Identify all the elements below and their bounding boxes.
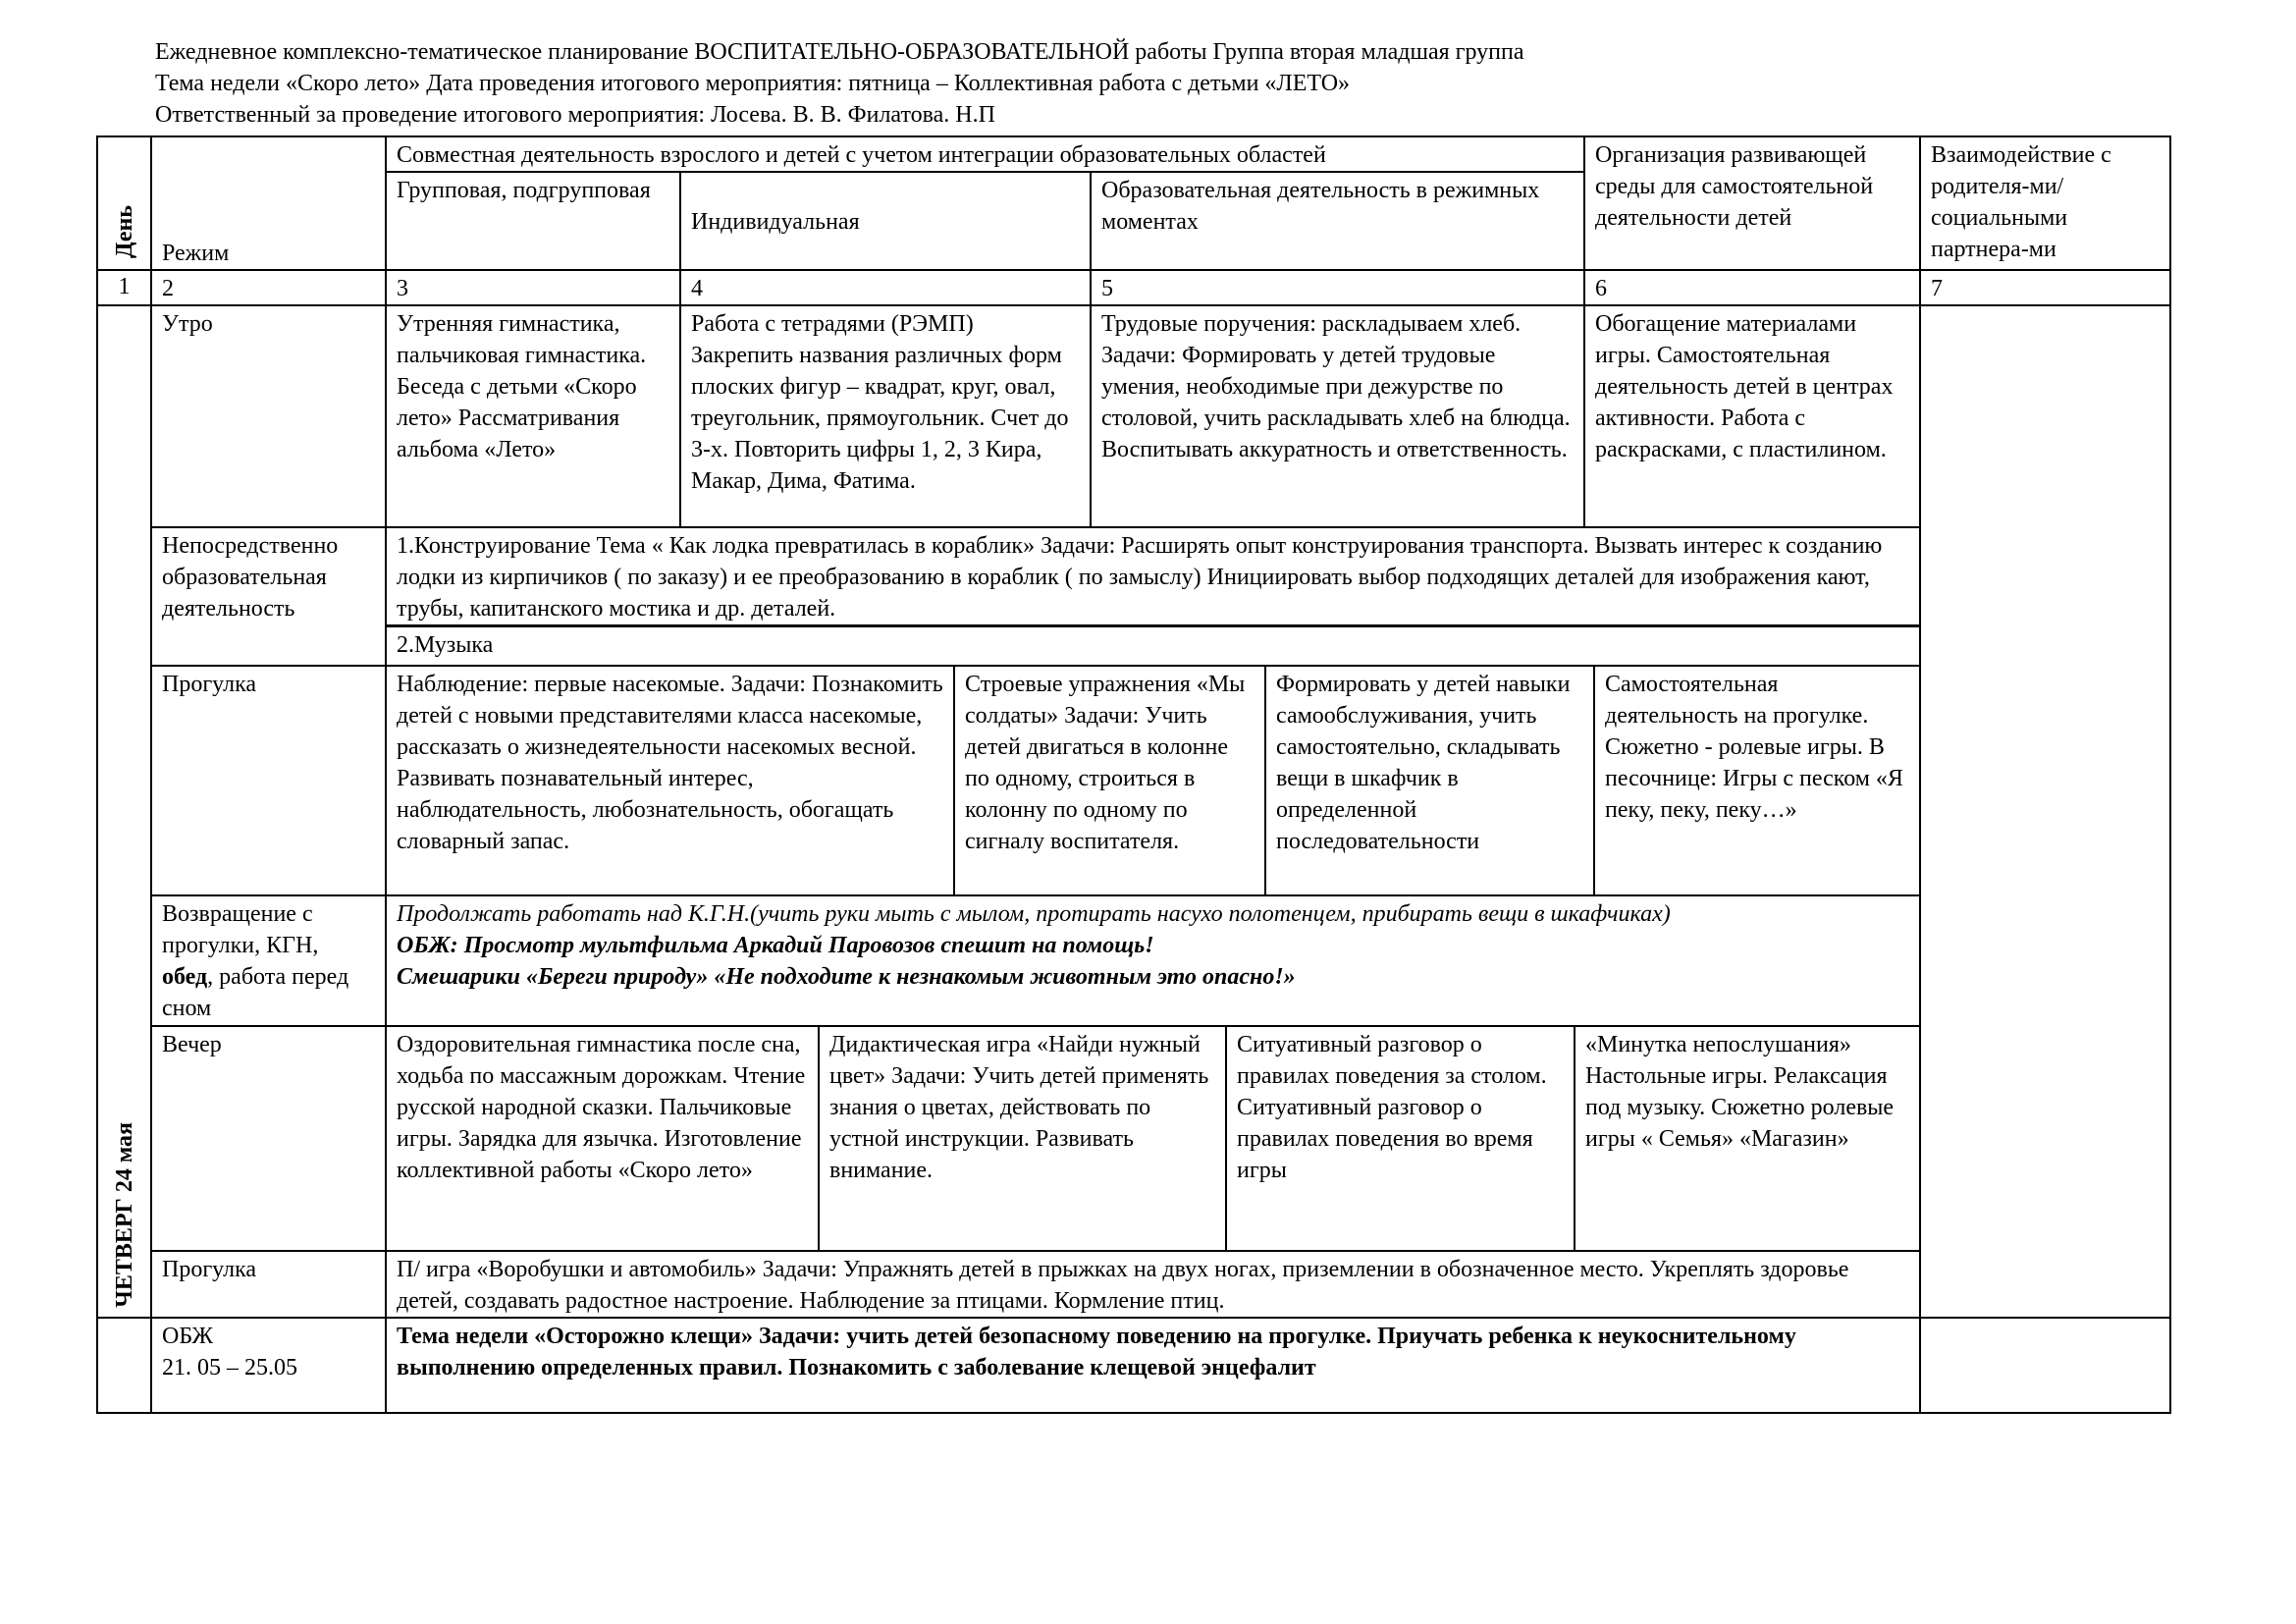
day-cell <box>97 305 151 1318</box>
obzh-label: ОБЖ <box>162 1323 214 1349</box>
doc-title-line: Ежедневное комплексно-тематическое планирование ВОСПИТАТЕЛЬНО-ОБРАЗОВАТЕЛЬНОЙ работы Группа вторая младшая группа <box>155 39 1524 65</box>
table-row-morning <box>97 305 2170 527</box>
table-row-nod <box>97 527 2170 626</box>
col-number: 5 <box>1091 270 1584 305</box>
table-row-walk <box>97 666 2170 895</box>
col-number: 7 <box>1920 270 2170 305</box>
col-day-header <box>97 136 151 270</box>
table-row-obzh <box>97 1318 2170 1413</box>
smeshariki-text: Смешарики «Береги природу» «Не подходите к незнакомым животным это опасно!» <box>397 963 1296 990</box>
obzh-dates: 21. 05 – 25.05 <box>162 1354 297 1380</box>
walk-independent: Самостоятельная деятельность на прогулке. Сюжетно - ролевые игры. В песочнице: Игры с песком «Я пеку, пеку, пеку…» <box>1594 667 1920 894</box>
responsible-line: Ответственный за проведение итогового мероприятия: Лосева. В. В. Филатова. Н.П <box>155 102 995 128</box>
mode-cell <box>151 895 386 1026</box>
environment-cell: Обогащение материалами игры. Самостоятельная деятельность детей в центрах активности. Работа с раскрасками, с пластилином. <box>1584 305 1920 527</box>
col-parents-header: Взаимодействие с родителя-ми/ социальными партнера-ми <box>1920 136 2170 270</box>
return-activities <box>386 895 1920 1026</box>
table-row-evening <box>97 1026 2170 1251</box>
walk-observation: Наблюдение: первые насекомые. Задачи: Познакомить детей с новыми представителями класса насекомые, рассказать о жизнедеятельности насекомых весной. Развивать познавательный интерес, наблюдательность, любознательность, обогащать словарный запас. <box>387 667 954 894</box>
evening-conversation: Ситуативный разговор о правилах поведения за столом. Ситуативный разговор о правилах поведения во время игры <box>1226 1027 1575 1250</box>
individual-cell: Работа с тетрадями (РЭМП) Закрепить названия различных форм плоских фигур – квадрат, круг, овал, треугольник, прямоугольник. Счет до 3-х. Повторить цифры 1, 2, 3 Кира, Макар, Дима, Фатима. <box>680 305 1091 527</box>
mode-cell <box>151 1318 386 1413</box>
col-individual-header: Индивидуальная <box>680 172 1091 270</box>
day-cell-empty <box>97 1318 151 1413</box>
nod-item-music: 2.Музыка <box>386 626 1920 666</box>
col-group-header: Групповая, подгрупповая <box>386 172 680 270</box>
col-educational-header: Образовательная деятельность в режимных моментах <box>1091 172 1584 270</box>
evening-games: «Минутка непослушания» Настольные игры. Релаксация под музыку. Сюжетно ролевые игры « Семья» «Магазин» <box>1575 1027 1920 1250</box>
mode-cell: Вечер <box>151 1026 386 1251</box>
mode-return-bold: обед <box>162 963 208 990</box>
educational-cell: Трудовые поручения: раскладываем хлеб. Задачи: Формировать у детей трудовые умения, необходимые при дежурстве по столовой, учить раскладывать хлеб на блюдца. Воспитывать аккуратность и ответственность. <box>1091 305 1584 527</box>
col-number: 4 <box>680 270 1091 305</box>
mode-cell: Прогулка <box>151 666 386 895</box>
col-joint-activity-header: Совместная деятельность взрослого и детей с учетом интеграции образовательных областей <box>386 136 1584 172</box>
nod-item-construction: 1.Конструирование Тема « Как лодка превратилась в кораблик» Задачи: Расширять опыт конструирования транспорта. Вызвать интерес к созданию лодки из кирпичиков ( по заказу) и ее преобразованию в кораблик ( по замыслу) Инициировать выбор подходящих деталей для изображения кают, трубы, капитанского мостика и др. деталей. <box>386 527 1920 626</box>
safety-cartoon-text: ОБЖ: Просмотр мультфильма Аркадий Паровозов спешит на помощь! <box>397 932 1154 958</box>
col-number: 3 <box>386 270 680 305</box>
col-number: 6 <box>1584 270 1920 305</box>
walk-evening-text: П/ игра «Воробушки и автомобиль» Задачи: Упражнять детей в прыжках на двух ногах, приземлении в обозначенное место. Укреплять здоровье детей, создавать радостное настроение. Наблюдение за птицами. Кормление птиц. <box>386 1251 1920 1318</box>
week-theme-line: Тема недели «Скоро лето» Дата проведения итогового мероприятия: пятница – Коллективная работа с детьми «ЛЕТО» <box>155 71 1351 96</box>
obzh-text: Тема недели «Осторожно клещи» Задачи: учить детей безопасному поведению на прогулке. Приучать ребенка к неукоснительному выполнению определенных правил. Познакомить с заболевание клещевой энцефалит <box>386 1318 1920 1413</box>
table-row-walk-evening <box>97 1251 2170 1318</box>
evening-didactic-game: Дидактическая игра «Найди нужный цвет» Задачи: Учить детей применять знания о цветах, действовать по устной инструкции. Развивать внимание. <box>819 1027 1226 1250</box>
evening-inner-table <box>387 1027 1920 1250</box>
table-row-nod-music <box>97 626 2170 666</box>
hygiene-text: Продолжать работать над К.Г.Н.(учить руки мыть с мылом, протирать насухо полотенцем, прибирать вещи в шкафчиках) <box>397 900 1671 927</box>
evening-activities <box>386 1026 1920 1251</box>
header-row <box>97 136 2170 172</box>
column-number-row <box>97 270 2170 305</box>
walk-drill: Строевые упражнения «Мы солдаты» Задачи: Учить детей двигаться в колонне по одному, строиться в колонну по одному по сигналу воспитателя. <box>954 667 1265 894</box>
col-number: 2 <box>151 270 386 305</box>
parents-cell-obzh <box>1920 1318 2170 1413</box>
mode-cell: Непосредственно образовательная деятельность <box>151 527 386 666</box>
planning-table <box>96 135 2171 1414</box>
table-row-return <box>97 895 2170 1026</box>
evening-gymnastics: Оздоровительная гимнастика после сна, ходьба по массажным дорожкам. Чтение русской народной сказки. Пальчиковые игры. Зарядка для язычка. Изготовление коллективной работы «Скоро лето» <box>387 1027 819 1250</box>
mode-return-part1: Возвращение с прогулки, КГН, <box>162 900 319 958</box>
group-cell: Утренняя гимнастика, пальчиковая гимнастика. Беседа с детьми «Скоро лето» Рассматривания альбома «Лето» <box>386 305 680 527</box>
parents-cell <box>1920 305 2170 1318</box>
mode-return-part2: , работа перед сном <box>162 963 349 1021</box>
col-mode-header: Режим <box>151 136 386 270</box>
col-number: 1 <box>97 270 151 305</box>
mode-cell: Прогулка <box>151 1251 386 1318</box>
walk-activities <box>386 666 1920 895</box>
col-environment-header: Организация развивающей среды для самостоятельной деятельности детей <box>1584 136 1920 270</box>
walk-self-service: Формировать у детей навыки самообслуживания, учить самостоятельно, складывать вещи в шкафчик в определенной последовательности <box>1265 667 1594 894</box>
mode-cell: Утро <box>151 305 386 527</box>
day-header-label: День <box>111 205 137 258</box>
walk-inner-table <box>387 667 1920 894</box>
day-label: ЧЕТВЕРГ 24 мая <box>111 1121 137 1308</box>
